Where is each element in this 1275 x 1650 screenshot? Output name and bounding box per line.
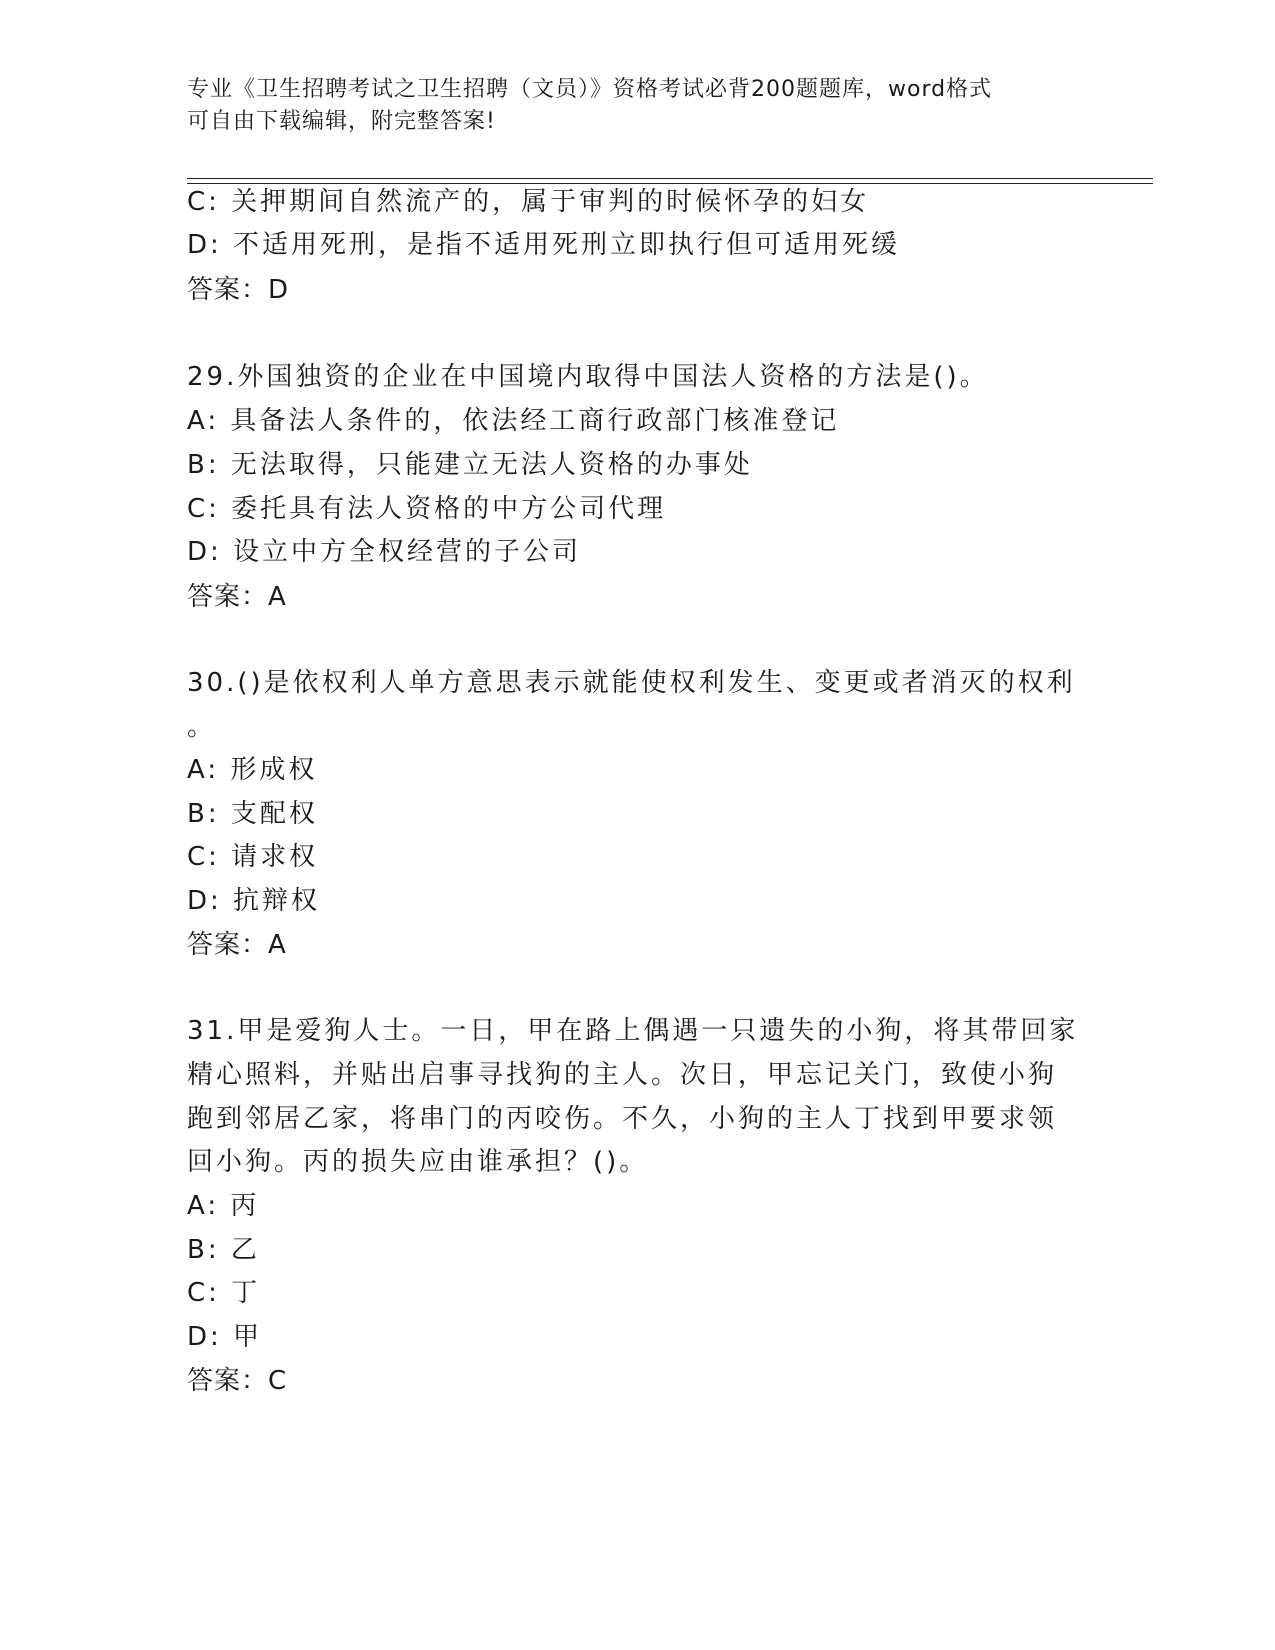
header-line-1: 专业《卫生招聘考试之卫生招聘（文员）》资格考试必背200题题库，word格式 bbox=[187, 77, 993, 102]
q31-option-c: C: 丁 bbox=[187, 1278, 261, 1308]
q31-answer: 答案：C bbox=[187, 1366, 288, 1396]
q29-option-c: C: 委托具有法人资格的中方公司代理 bbox=[187, 494, 667, 524]
q31-question-line-2: 精心照料，并贴出启事寻找狗的主人。次日，甲忘记关门，致使小狗 bbox=[187, 1060, 1058, 1090]
q30-answer: 答案：A bbox=[187, 930, 287, 960]
header-line-2: 可自由下载编辑，附完整答案! bbox=[187, 109, 496, 134]
q29-question: 29.外国独资的企业在中国境内取得中国法人资格的方法是()。 bbox=[187, 362, 989, 392]
document-header bbox=[187, 74, 1067, 138]
q31-option-d: D: 甲 bbox=[187, 1322, 263, 1352]
q29-answer: 答案：A bbox=[187, 582, 287, 612]
q29-option-b: B: 无法取得，只能建立无法人资格的办事处 bbox=[187, 450, 753, 480]
q30-question-line-2: 。 bbox=[187, 712, 217, 742]
q31-question-line-3: 跑到邻居乙家，将串门的丙咬伤。不久，小狗的主人丁找到甲要求领 bbox=[187, 1104, 1058, 1134]
q31-question-line-4: 回小狗。丙的损失应由谁承担？()。 bbox=[187, 1147, 649, 1177]
q28-option-c: C: 关押期间自然流产的，属于审判的时候怀孕的妇女 bbox=[187, 187, 870, 217]
q30-option-d: D: 抗辩权 bbox=[187, 886, 321, 916]
q30-option-a: A: 形成权 bbox=[187, 755, 318, 785]
q29-option-d: D: 设立中方全权经营的子公司 bbox=[187, 537, 582, 567]
q29-option-a: A: 具备法人条件的，依法经工商行政部门核准登记 bbox=[187, 406, 840, 436]
q30-question-line-1: 30.()是依权利人单方意思表示就能使权利发生、变更或者消灭的权利 bbox=[187, 668, 1076, 698]
q28-option-d: D: 不适用死刑，是指不适用死刑立即执行但可适用死缓 bbox=[187, 230, 901, 260]
q31-option-a: A: 丙 bbox=[187, 1191, 260, 1221]
q30-option-b: B: 支配权 bbox=[187, 799, 318, 829]
q30-option-c: C: 请求权 bbox=[187, 842, 319, 872]
header-divider-bottom bbox=[187, 183, 1153, 184]
q31-option-b: B: 乙 bbox=[187, 1235, 260, 1265]
header-divider-top bbox=[187, 178, 1153, 179]
q28-answer: 答案：D bbox=[187, 275, 290, 305]
q31-question-line-1: 31.甲是爱狗人士。一日，甲在路上偶遇一只遗失的小狗，将其带回家 bbox=[187, 1016, 1079, 1046]
